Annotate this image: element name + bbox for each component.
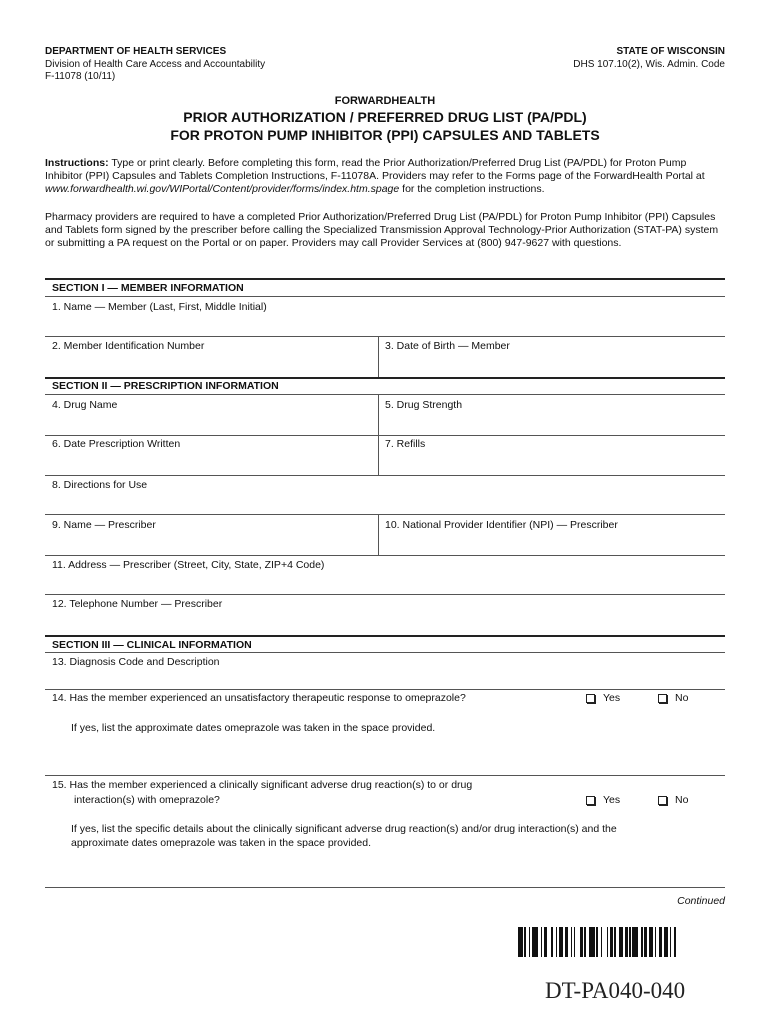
divider bbox=[45, 594, 725, 595]
drug-strength-field[interactable]: 5. Drug Strength bbox=[385, 399, 463, 411]
no-label: No bbox=[675, 692, 689, 704]
forms-url[interactable]: www.forwardhealth.wi.gov/WIPortal/Content/provider/forms/index.htm.spage bbox=[45, 183, 400, 196]
divider bbox=[45, 689, 725, 690]
diagnosis-field[interactable]: 13. Diagnosis Code and Description bbox=[52, 656, 220, 668]
checkbox-icon bbox=[658, 694, 667, 703]
no-label: No bbox=[675, 794, 689, 806]
division-name: Division of Health Care Access and Accountability bbox=[45, 59, 266, 70]
divider bbox=[45, 278, 725, 280]
checkbox-icon bbox=[658, 796, 667, 805]
divider bbox=[45, 514, 725, 515]
prescriber-phone-field[interactable]: 12. Telephone Number — Prescriber bbox=[52, 598, 223, 610]
drug-name-field[interactable]: 4. Drug Name bbox=[52, 399, 118, 411]
form-number: F-11078 (10/11) bbox=[45, 71, 116, 82]
q14-yes-checkbox[interactable] bbox=[586, 692, 620, 704]
member-name-field[interactable]: 1. Name — Member (Last, First, Middle Initial) bbox=[52, 301, 267, 313]
q14-no-checkbox[interactable] bbox=[658, 692, 688, 704]
instructions-text: Type or print clearly. Before completing this form, read the Prior Authorization/Preferred Drug List (PA/PDL) for Proton Pump Inhibitor (PPI) Capsules and Tablets Completion Instructions, F-11078A. Providers may refer to the Forms page of the ForwardHealth Portal at bbox=[45, 157, 705, 183]
divider bbox=[45, 435, 725, 436]
checkbox-icon bbox=[586, 694, 595, 703]
instructions-paragraph bbox=[45, 157, 725, 197]
form-code: DT-PA040-040 bbox=[545, 978, 686, 1003]
q15-no-checkbox[interactable] bbox=[658, 794, 688, 806]
divider bbox=[45, 887, 725, 888]
checkbox-icon bbox=[586, 796, 595, 805]
question-15-line2: interaction(s) with omeprazole? bbox=[74, 794, 220, 806]
q15-note-line2: approximate dates omeprazole was taken in the space provided. bbox=[71, 837, 372, 849]
member-dob-field[interactable]: 3. Date of Birth — Member bbox=[385, 340, 510, 352]
page-title: PRIOR AUTHORIZATION / PREFERRED DRUG LIST (PA/PDL) bbox=[183, 109, 587, 125]
divider bbox=[378, 336, 379, 377]
divider bbox=[45, 475, 725, 476]
refills-field[interactable]: 7. Refills bbox=[385, 438, 426, 450]
prescriber-name-field[interactable]: 9. Name — Prescriber bbox=[52, 519, 156, 531]
question-14: 14. Has the member experienced an unsatisfactory therapeutic response to omeprazole? bbox=[52, 692, 466, 704]
prescriber-npi-field[interactable]: 10. National Provider Identifier (NPI) — Prescriber bbox=[385, 519, 618, 531]
prescriber-address-field[interactable]: 11. Address — Prescriber (Street, City, State, ZIP+4 Code) bbox=[52, 559, 325, 571]
department-name: DEPARTMENT OF HEALTH SERVICES bbox=[45, 46, 227, 57]
divider bbox=[45, 555, 725, 556]
instructions-label: Instructions: bbox=[45, 157, 109, 169]
continued-label: Continued bbox=[677, 895, 725, 907]
divider bbox=[45, 775, 725, 776]
divider bbox=[45, 336, 725, 337]
instructions-text-end: for the completion instructions. bbox=[399, 183, 545, 196]
admin-code: DHS 107.10(2), Wis. Admin. Code bbox=[573, 59, 725, 70]
program-name: FORWARDHEALTH bbox=[334, 95, 436, 107]
state-name: STATE OF WISCONSIN bbox=[616, 46, 725, 57]
member-id-field[interactable]: 2. Member Identification Number bbox=[52, 340, 205, 352]
q15-yes-checkbox[interactable] bbox=[586, 794, 620, 806]
divider bbox=[45, 652, 725, 653]
divider bbox=[45, 394, 725, 395]
divider bbox=[45, 377, 725, 379]
pharmacy-paragraph: Pharmacy providers are required to have a completed Prior Authorization/Preferred Drug List (PA/PDL) for Proton Pump Inhibitor (PPI) Capsules and Tablets form signed by the prescriber before calling the Specialized Transmission Approval Technology-Prior Authorization (STAT-PA) system or submitting a PA request on the Portal or on paper. Providers may call Provider Services at (800) 947-9627 with questions. bbox=[45, 211, 719, 250]
section-3-title: SECTION III — CLINICAL INFORMATION bbox=[52, 639, 252, 651]
section-1-title: SECTION I — MEMBER INFORMATION bbox=[52, 282, 244, 294]
q14-note: If yes, list the approximate dates omeprazole was taken in the space provided. bbox=[71, 722, 436, 734]
divider bbox=[45, 296, 725, 297]
q15-note-line1: If yes, list the specific details about the clinically significant adverse drug reaction(s) and/or drug interaction(s) and the bbox=[71, 823, 617, 835]
yes-label: Yes bbox=[603, 692, 621, 704]
yes-label: Yes bbox=[603, 794, 621, 806]
question-15-line1: 15. Has the member experienced a clinically significant adverse drug reaction(s) to or drug bbox=[52, 779, 473, 791]
date-written-field[interactable]: 6. Date Prescription Written bbox=[52, 438, 181, 450]
page-subtitle: FOR PROTON PUMP INHIBITOR (PPI) CAPSULES AND TABLETS bbox=[170, 127, 600, 143]
section-2-title: SECTION II — PRESCRIPTION INFORMATION bbox=[52, 380, 279, 392]
directions-field[interactable]: 8. Directions for Use bbox=[52, 479, 148, 491]
barcode bbox=[518, 927, 714, 957]
divider bbox=[378, 514, 379, 555]
divider bbox=[45, 635, 725, 637]
